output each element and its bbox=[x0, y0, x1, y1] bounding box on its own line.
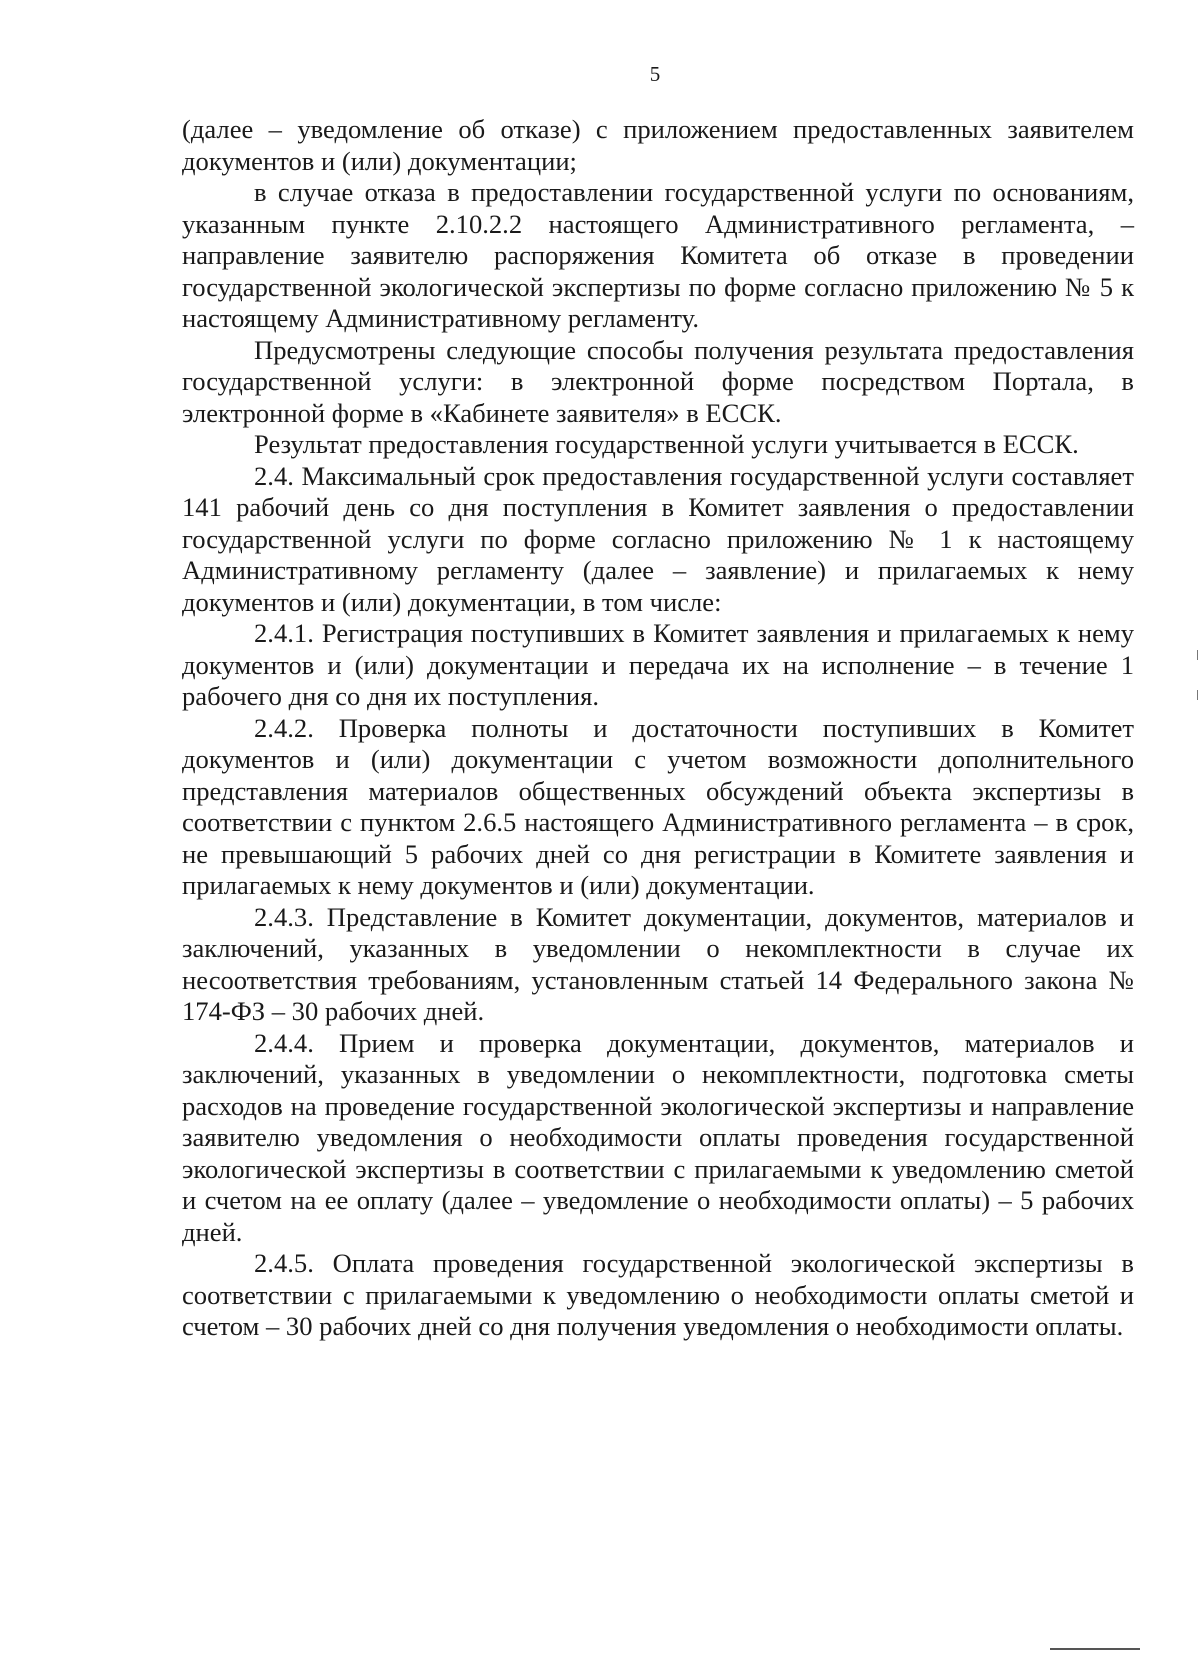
scan-bottom-mark bbox=[1050, 1648, 1140, 1650]
paragraph-continuation: (далее – уведомление об отказе) с приложением предоставленных заявителем документов и (или) документации; bbox=[182, 114, 1134, 176]
paragraph-2-4-1: 2.4.1. Регистрация поступивших в Комитет заявления и прилагаемых к нему документов и (или) документации и передача их на исполнение – в течение 1 рабочего дня со дня их поступления. bbox=[182, 618, 1134, 711]
paragraph-result-accounting: Результат предоставления государственной услуги учитывается в ЕССК. bbox=[254, 429, 1079, 459]
page-number: 5 bbox=[649, 62, 661, 86]
scan-edge-mark bbox=[1197, 690, 1198, 700]
paragraph-result-methods: Предусмотрены следующие способы получения результата предоставления государственной услуги: в электронной форме посредством Портала, в электронной форме в «Кабинете заявителя» в ЕССК. bbox=[182, 334, 1134, 428]
paragraph-2-4-3: 2.4.3. Представление в Комитет документации, документов, материалов и заключений, указанных в уведомлении о некомплектности в случае их несоответствия требованиям, установленным статьей 14 Федерального закона № 174-ФЗ – 30 рабочих дней. bbox=[182, 901, 1134, 1026]
paragraph-2-4-4: 2.4.4. Прием и проверка документации, документов, материалов и заключений, указанных в уведомлении о некомплектности, подготовка сметы расходов на проведение государственной экологической экспертизы и направление заявителю уведомления о необходимости оплаты проведения государственной экологической экспертизы в соответствии с прилагаемыми к уведомлению сметой и счетом на ее оплату (далее – уведомление о необходимости оплаты) – 5 рабочих дней. bbox=[182, 1027, 1134, 1247]
paragraph-2-4-5: 2.4.5. Оплата проведения государственной экологической экспертизы в соответствии с прилагаемыми к уведомлению о необходимости оплаты сметой и счетом – 30 рабочих дней со дня получения уведомления о необходимости оплаты. bbox=[182, 1248, 1134, 1341]
document-body bbox=[182, 114, 1134, 1343]
paragraph-2-4: 2.4. Максимальный срок предоставления государственной услуги составляет 141 рабочий день со дня поступления в Комитет заявления о предоставлении государственной услуги по форме согласно приложению № 1 к настоящему Административному регламенту (далее – заявление) и прилагаемых к нему документов и (или) документации, в том числе: bbox=[182, 460, 1134, 617]
scan-edge-mark bbox=[1197, 650, 1198, 660]
paragraph-refusal-case: в случае отказа в предоставлении государственной услуги по основаниям, указанным пункте 2.10.2.2 настоящего Административного регламента, – направление заявителю распоряжения Комитета об отказе в проведении государственной экологической экспертизы по форме согласно приложению № 5 к настоящему Административному регламенту. bbox=[182, 177, 1134, 333]
paragraph-2-4-2: 2.4.2. Проверка полноты и достаточности поступивших в Комитет документов и (или) документации с учетом возможности дополнительного представления материалов общественных обсуждений объекта экспертизы в соответствии с пунктом 2.6.5 настоящего Административного регламента – в срок, не превышающий 5 рабочих дней со дня регистрации в Комитете заявления и прилагаемых к нему документов и (или) документации. bbox=[182, 712, 1134, 900]
